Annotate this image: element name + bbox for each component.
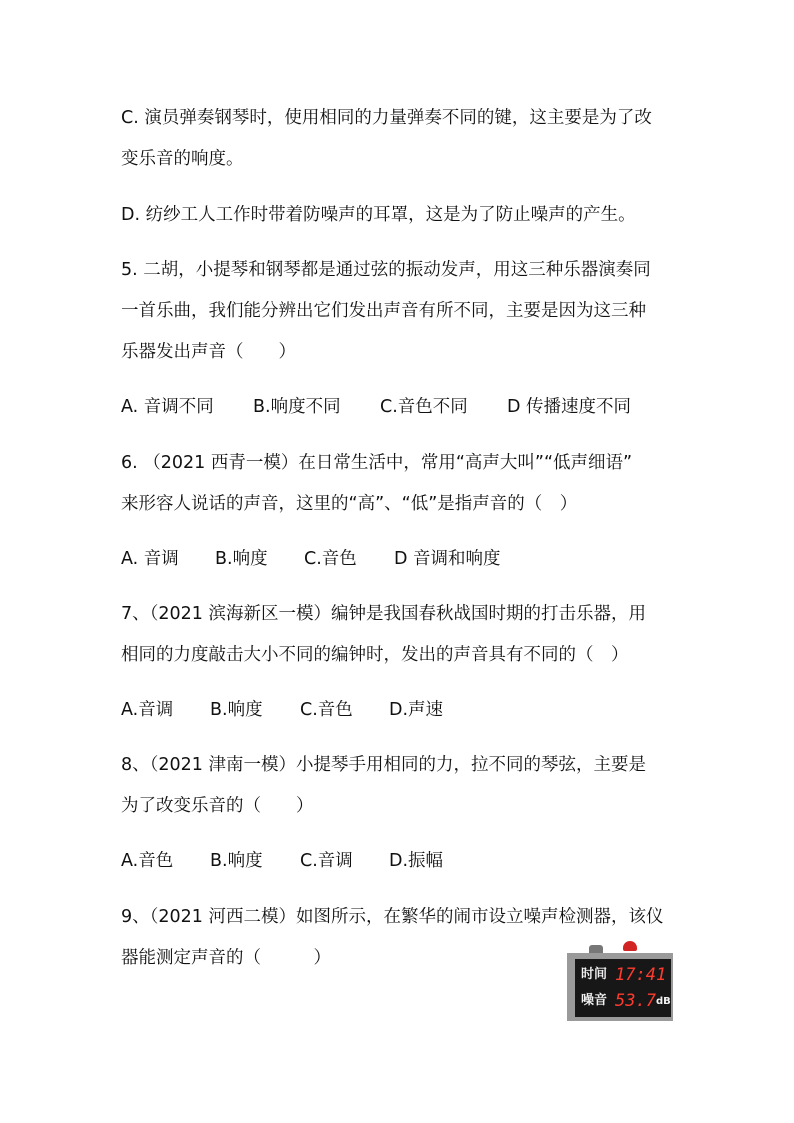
q6-option-d: D 音调和响度 [394,549,501,569]
detector-noise-label: 噪音 [581,993,608,1008]
q5-stem-line-3: 乐器发出声音（ ） [121,342,296,362]
q6-option-a: A. 音调 [121,549,179,569]
q5-option-c: C.音色不同 [380,397,468,417]
q5-option-b: B.响度不同 [253,397,341,417]
q6-option-b: B.响度 [215,549,268,569]
q7-stem-line-2: 相同的力度敲击大小不同的编钟时，发出的声音具有不同的（ ） [121,645,629,665]
q8-stem-line-2: 为了改变乐音的（ ） [121,796,314,816]
detector-time-value: 17:41 [615,965,667,985]
q5-option-a: A. 音调不同 [121,397,214,417]
noise-detector-figure [567,945,673,1021]
q7-option-b: B.响度 [210,700,263,720]
q4-option-c-line-2: 变乐音的响度。 [121,149,244,169]
detector-time-row [581,964,669,986]
q6-option-c: C.音色 [304,549,357,569]
q8-option-c: C.音调 [300,851,353,871]
detector-noise-value: 53.7 [615,991,656,1011]
q9-stem-line-2: 器能测定声音的（ ） [121,948,331,968]
detector-red-light [623,941,637,951]
q5-option-d: D 传播速度不同 [507,397,632,417]
q7-option-a: A.音调 [121,700,174,720]
q8-option-a: A.音色 [121,851,174,871]
q7-stem-line-1: 7、（2021 滨海新区一模）编钟是我国春秋战国时期的打击乐器，用 [121,604,646,624]
detector-unit: dB [656,996,671,1007]
q8-stem-line-1: 8、（2021 津南一模）小提琴手用相同的力，拉不同的琴弦，主要是 [121,755,646,775]
q5-stem-line-2: 一首乐曲，我们能分辨出它们发出声音有所不同，主要是因为这三种 [121,301,646,321]
q7-option-c: C.音色 [300,700,353,720]
q4-option-c-line-1: C. 演员弹奏钢琴时，使用相同的力量弹奏不同的键，这主要是为了改 [121,108,652,128]
q8-option-d: D.振幅 [389,851,444,871]
detector-screen [575,959,671,1017]
q6-stem-line-2: 来形容人说话的声音，这里的“高”、“低”是指声音的（ ） [121,494,578,514]
q6-stem-line-1: 6. （2021 西青一模）在日常生活中，常用“高声大叫”“低声细语” [121,453,633,473]
q7-option-d: D.声速 [389,700,444,720]
q9-stem-line-1: 9、（2021 河西二模）如图所示，在繁华的闹市设立噪声检测器，该仪 [121,907,664,927]
q8-option-b: B.响度 [210,851,263,871]
q4-option-d: D. 纺纱工人工作时带着防噪声的耳罩，这是为了防止噪声的产生。 [121,205,636,225]
detector-noise-row [581,990,669,1012]
q5-stem-line-1: 5. 二胡，小提琴和钢琴都是通过弦的振动发声，用这三种乐器演奏同 [121,260,651,280]
detector-time-label: 时间 [581,967,608,982]
